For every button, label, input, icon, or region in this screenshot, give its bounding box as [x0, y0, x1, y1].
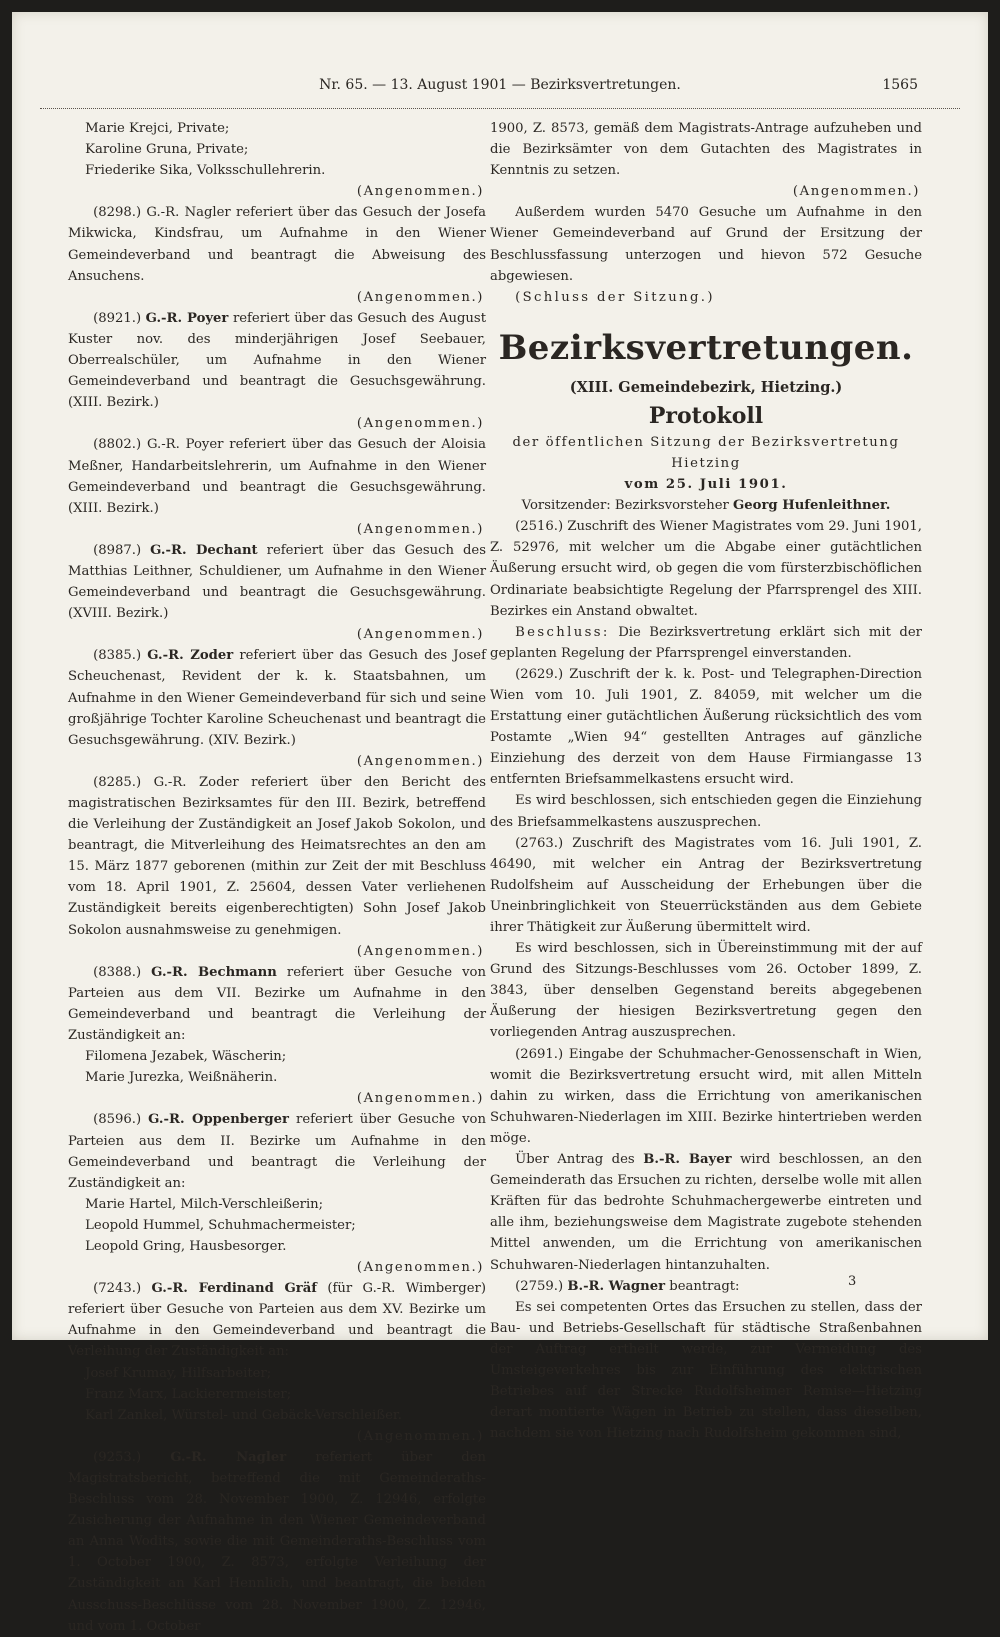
list-item: Josef Krumay, Hilfsarbeiter; — [85, 1365, 272, 1381]
list-item: Leopold Gring, Hausbesorger. — [85, 1238, 287, 1254]
protocol-title: Protokoll — [648, 402, 764, 429]
paragraph — [68, 645, 486, 750]
paragraph-text: referiert über Gesuche von Parteien aus dem VII. Bezirke um Aufnahme in den Gemeindeverband und beantragt die Verleihung der Zuständigkeit an: — [68, 964, 486, 1044]
session-end-note: (Schluss der Sitzung.) — [515, 289, 715, 305]
paragraph — [68, 308, 486, 413]
ref-number: (8596.) — [93, 1112, 142, 1128]
accepted-note: (Angenommen.) — [356, 184, 484, 200]
list-item: Friederike Sika, Volksschullehrerin. — [85, 163, 326, 179]
paragraph-text: referiert über den Magistratsbericht, betreffend die mit Gemeinderaths-Beschluss vom 28. November 1900, Z. 12946, erfolgte Zusicherung der Aufnahme in den Wiener Gemeindeverband an Anna Wodits, sowie die mit Gemeinderaths-Beschluss vom 1. October 1900, Z. 8573, erfolgte Verleihung der Zuständigkeit an Karl Hennlich, und beantragt, die beiden Ausschuss-Beschlüsse vom 28. November 1900, Z. 12946, und vom 1. October — [68, 1449, 486, 1634]
list-item: Marie Jurezka, Weißnäherin. — [85, 1070, 278, 1086]
paragraph-text: referiert über das Gesuch des Josef Scheuchenast, Revident der k. k. Staatsbahnen, um Aufnahme in den Wiener Gemeindeverband für sich und seine großjährige Tochter Karoline Scheuchenast und beantragt die Gesuchsgewährung. (XIV. Bezirk.) — [68, 648, 486, 748]
paragraph-text: referiert über das Gesuch des August Kuster nov. des minderjährigen Josef Seebauer, Oberrealschüler, um Aufnahme in den Wiener Gemeindeverband und beantragt die Gesuchsgewährung. (XIII. Bezirk.) — [68, 310, 486, 411]
speaker-name: G.-R. Poyer — [145, 310, 229, 326]
newspaper-page — [12, 12, 988, 1634]
page-header — [52, 74, 948, 98]
accepted-note: (Angenommen.) — [356, 521, 484, 537]
paragraph — [68, 962, 486, 1046]
paragraph — [68, 1447, 486, 1637]
speaker-name: G.-R. Ferdinand Gräf — [151, 1281, 317, 1297]
ref-number: (8987.) — [93, 542, 142, 558]
paragraph: (2763.) Zuschrift des Magistrates vom 16. Juli 1901, Z. 46490, mit welcher ein Antrag der Bezirksvertretung Rudolfsheim auf Ausscheidung der Erhebungen über die Uneinbringlichkeit von Steuerrückständen aus dem Gebiete ihrer Thätigkeit zur Äußerung übermittelt wird. — [490, 835, 922, 935]
paragraph — [490, 622, 922, 664]
list-item: Marie Krejci, Private; — [85, 121, 230, 136]
paragraph: (8285.) G.-R. Zoder referiert über den Bericht des magistratischen Bezirksamtes für den III. Bezirk, betreffend die Verleihung der Zuständigkeit an Josef Jakob Sokolon, und beantragt, die Mitverleihung des Heimatsrechtes an den am 15. März 1877 geborenen (mithin zur Zeit der mit Beschluss vom 18. April 1901, Z. 25604, dessen Vater verliehenen Zuständigkeit bereits eigenberechtigten) Sohn Josef Jakob Sokolon ausnahmsweise zu genehmigen. — [68, 774, 486, 938]
district-title: (XIII. Gemeindebezirk, Hietzing.) — [569, 378, 843, 396]
paragraph: Außerdem wurden 5470 Gesuche um Aufnahme in den Wiener Gemeindeverband auf Grund der Ersitzung der Beschlussfassung unterzogen und hievon 572 Gesuche abgewiesen. — [490, 205, 922, 284]
accepted-note: (Angenommen.) — [356, 753, 484, 769]
chair-label: Vorsitzender: Bezirksvorsteher — [521, 498, 729, 514]
paragraph-text: Über Antrag des — [515, 1152, 635, 1168]
list-item: Marie Hartel, Milch-Verschleißerin; — [85, 1196, 324, 1212]
accepted-note: (Angenommen.) — [356, 289, 484, 305]
paragraph — [490, 1276, 922, 1297]
speaker-name: G.-R. Dechant — [150, 542, 258, 558]
paragraph — [68, 540, 486, 624]
paragraph: (2691.) Eingabe der Schuhmacher-Genossenschaft in Wien, womit die Bezirksvertretung ersucht wird, mit allen Mitteln dahin zu wirken, dass die Errichtung von amerikanischen Schuhwaren-Niederlagen im XIII. Bezirke hintertrieben werden möge. — [490, 1046, 922, 1146]
accepted-note: (Angenommen.) — [356, 627, 484, 643]
chair-line — [490, 495, 922, 516]
list-item: Karoline Gruna, Private; — [85, 142, 249, 158]
accepted-note: (Angenommen.) — [792, 184, 920, 200]
speaker-name: B.-R. Bayer — [643, 1152, 732, 1168]
paragraph: (2516.) Zuschrift des Wiener Magistrates vom 29. Juni 1901, Z. 52976, mit welcher um die Abgabe einer gutächtlichen Äußerung ersucht wird, ob gegen die vom fürsterzbischöflichen Ordinariate beabsichtigte Regelung der Pfarrsprengel des XIII. Bezirkes ein Anstand obwaltet. — [490, 519, 922, 619]
ref-number: (8388.) — [93, 964, 142, 980]
left-column — [68, 118, 486, 1637]
paragraph: Es wird beschlossen, sich in Übereinstimmung mit der auf Grund des Sitzungs-Beschlusses vom 26. October 1899, Z. 3843, über denselben Gegenstand bereits abgegebenen Äußerung der hiesigen Bezirksvertretung gegen den vorliegenden Antrag auszusprechen. — [490, 941, 922, 1041]
chair-name: Georg Hufenleithner. — [733, 498, 891, 514]
protocol-subtitle: der öffentlichen Sitzung der Bezirksvertretung Hietzing — [512, 434, 900, 471]
paragraph: Es wird beschlossen, sich entschieden gegen die Einziehung des Briefsammelkastens auszusprechen. — [490, 793, 922, 830]
paragraph: (2629.) Zuschrift der k. k. Post- und Telegraphen-Direction Wien vom 10. Juli 1901, Z. 84059, mit welcher um die Erstattung einer gutächtlichen Äußerung rücksichtlich des vom Postamte „Wien 94“ gestellten Antrages auf gänzliche Einziehung des derzeit von dem Hause Firmiangasse 13 entfernten Briefsammelkastens ersucht wird. — [490, 666, 922, 788]
accepted-note: (Angenommen.) — [356, 416, 484, 432]
ref-number: (9253.) — [93, 1449, 142, 1465]
page-number: 1565 — [882, 77, 918, 93]
list-item: Karl Zankel, Würstel- und Gebäck-Verschleißer. — [85, 1407, 402, 1423]
accepted-note: (Angenommen.) — [356, 1428, 484, 1444]
paragraph-text: (für G.-R. Wimberger) referiert über Gesuche von Parteien aus dem XV. Bezirke um Aufnahme in den Gemeindeverband und beantragt die Verleihung der Zuständigkeit an: — [68, 1281, 486, 1360]
accepted-note: (Angenommen.) — [356, 1260, 484, 1276]
header-text: Nr. 65. — 13. August 1901 — Bezirksvertretungen. — [319, 77, 681, 93]
folio-number: 3 — [848, 1274, 857, 1289]
header-rule — [40, 108, 960, 109]
speaker-name: G.-R. Oppenberger — [148, 1112, 289, 1128]
accepted-note: (Angenommen.) — [356, 1091, 484, 1107]
speaker-name: G.-R. Bechmann — [151, 964, 277, 980]
paragraph-text: referiert über Gesuche von Parteien aus dem II. Bezirke um Aufnahme in den Gemeindeverband und beantragt die Verleihung der Zuständigkeit an: — [68, 1112, 486, 1191]
speaker-name: G.-R. Zoder — [147, 648, 234, 664]
list-item: Franz Marx, Lackierermeister; — [85, 1386, 292, 1402]
paragraph: Es sei competenten Ortes das Ersuchen zu stellen, dass der Bau- und Betriebs-Gesellschaft für städtische Straßenbahnen der Auftrag ertheilt werde, zur Vermeidung des Umsteigeverkehres bis zur Einführung des elektrischen Betriebes auf der Strecke Rudolfsheimer Remise—Hietzing derart montierte Wägen in Betrieb zu stellen, dass dieselben, nachdem sie von Hietzing nach Rudolfsheim gekommen sind, — [490, 1299, 922, 1442]
ref-number: (2759.) — [515, 1278, 564, 1294]
paragraph-text: referiert über das Gesuch des Matthias Leithner, Schuldiener, um Aufnahme in den Wiener Gemeindeverband und beantragt die Gesuchsgewährung. (XVIII. Bezirk.) — [68, 542, 486, 622]
ref-number: (7243.) — [93, 1281, 142, 1297]
speaker-name: G.-R. Nagler — [170, 1449, 287, 1465]
resolution-label: Beschluss: — [515, 624, 610, 640]
protocol-date: vom 25. Juli 1901. — [624, 477, 788, 493]
ref-number: (8385.) — [93, 648, 142, 664]
section-title: Bezirksvertretungen. — [498, 327, 914, 368]
paragraph-text: Die Bezirksvertretung erklärt sich mit der geplanten Regelung der Pfarrsprengel einverstanden. — [490, 624, 922, 661]
list-item: Leopold Hummel, Schuhmachermeister; — [85, 1217, 356, 1233]
paragraph: (8298.) G.-R. Nagler referiert über das Gesuch der Josefa Mikwicka, Kindsfrau, um Aufnahme in den Wiener Gemeindeverband und beantragt die Abweisung des Ansuchens. — [68, 205, 486, 284]
paragraph: 1900, Z. 8573, gemäß dem Magistrats-Antrage aufzuheben und die Bezirksämter von dem Gutachten des Magistrates in Kenntnis zu setzen. — [490, 121, 922, 179]
accepted-note: (Angenommen.) — [356, 943, 484, 959]
paragraph — [68, 1278, 486, 1362]
right-column — [490, 118, 922, 1444]
ref-number: (8921.) — [93, 310, 142, 326]
speaker-name: B.-R. Wagner — [567, 1278, 666, 1294]
paragraph — [490, 1149, 922, 1276]
paragraph: (8802.) G.-R. Poyer referiert über das Gesuch der Aloisia Meßner, Handarbeitslehrerin, um Aufnahme in den Wiener Gemeindeverband und beantragt die Gesuchsgewährung. (XIII. Bezirk.) — [68, 437, 486, 516]
paragraph-text: wird beschlossen, an den Gemeinderath das Ersuchen zu richten, derselbe wolle mit allen Kräften für das bedrohte Schuhmachergewerbe eintreten und alle ihm, beziehungsweise dem Magistrate zugebote stehenden Mittel anwenden, um die Errichtung von amerikanischen Schuhwaren-Niederlagen hintanzuhalten. — [490, 1152, 923, 1273]
paragraph — [68, 1109, 486, 1193]
list-item: Filomena Jezabek, Wäscherin; — [85, 1049, 287, 1065]
paragraph-text: beantragt: — [669, 1278, 740, 1294]
